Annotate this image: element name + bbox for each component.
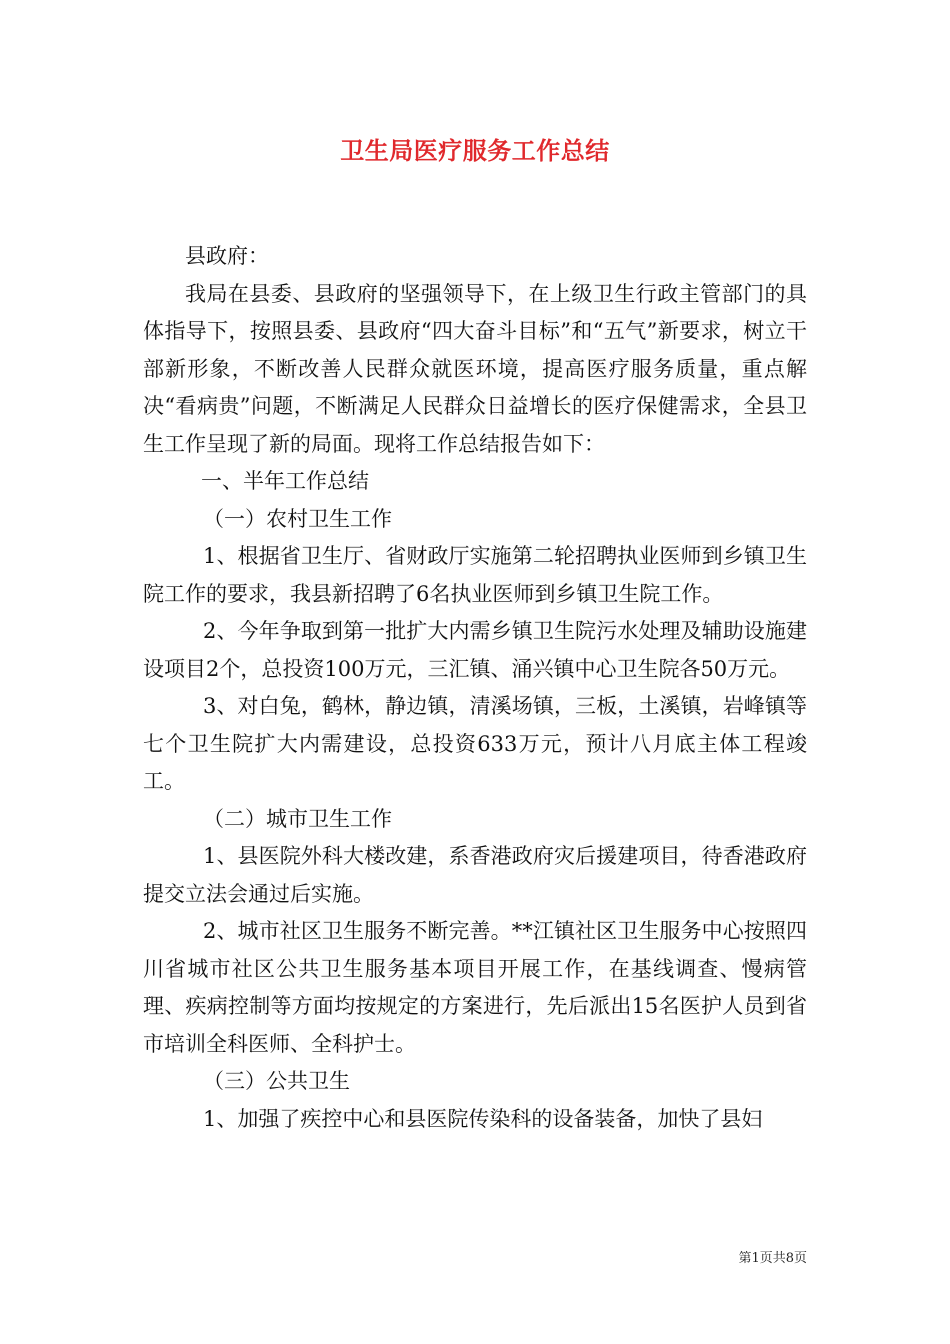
document-body — [143, 238, 807, 1138]
paragraph-rural-3: 3、对白兔，鹤林，静边镇，清溪场镇，三板，土溪镇，岩峰镇等七个卫生院扩大内需建设，总投资633万元，预计八月底主体工程竣工。 — [143, 694, 807, 793]
subsection-heading-rural: （一）农村卫生工作 — [203, 506, 392, 531]
section-heading-1: 一、半年工作总结 — [201, 469, 369, 493]
paragraph-urban-2: 2、城市社区卫生服务不断完善。**江镇社区卫生服务中心按照四川省城市社区公共卫生服务基本项目开展工作，在基线调查、慢病管理、疾病控制等方面均按规定的方案进行，先后派出15名医护人员到省市培训全科医师、全科护士。 — [143, 919, 807, 1056]
page-number: 第1页共8页 — [738, 1251, 807, 1266]
subsection-heading-urban: （二）城市卫生工作 — [203, 806, 392, 831]
salutation: 县政府： — [185, 244, 269, 268]
paragraph-urban-1: 1、县医院外科大楼改建，系香港政府灾后援建项目，待香港政府提交立法会通过后实施。 — [143, 844, 807, 906]
paragraph-rural-2: 2、今年争取到第一批扩大内需乡镇卫生院污水处理及辅助设施建设项目2个，总投资100万元，三汇镇、涌兴镇中心卫生院各50万元。 — [143, 619, 807, 681]
subsection-heading-public: （三）公共卫生 — [203, 1069, 350, 1093]
intro-paragraph: 我局在县委、县政府的坚强领导下，在上级卫生行政主管部门的具体指导下，按照县委、县政府“四大奋斗目标”和“五气”新要求，树立干部新形象，不断改善人民群众就医环境，提高医疗服务质量，重点解决“看病贵”问题，不断满足人民群众日益增长的医疗保健需求，全县卫生工作呈现了新的局面。现将工作总结报告如下： — [143, 281, 807, 456]
document-title: 卫生局医疗服务工作总结 — [340, 136, 610, 165]
paragraph-public-1: 1、加强了疾控中心和县医院传染科的设备装备，加快了县妇 — [203, 1106, 763, 1131]
paragraph-rural-1: 1、根据省卫生厅、省财政厅实施第二轮招聘执业医师到乡镇卫生院工作的要求，我县新招聘了6名执业医师到乡镇卫生院工作。 — [143, 544, 807, 606]
